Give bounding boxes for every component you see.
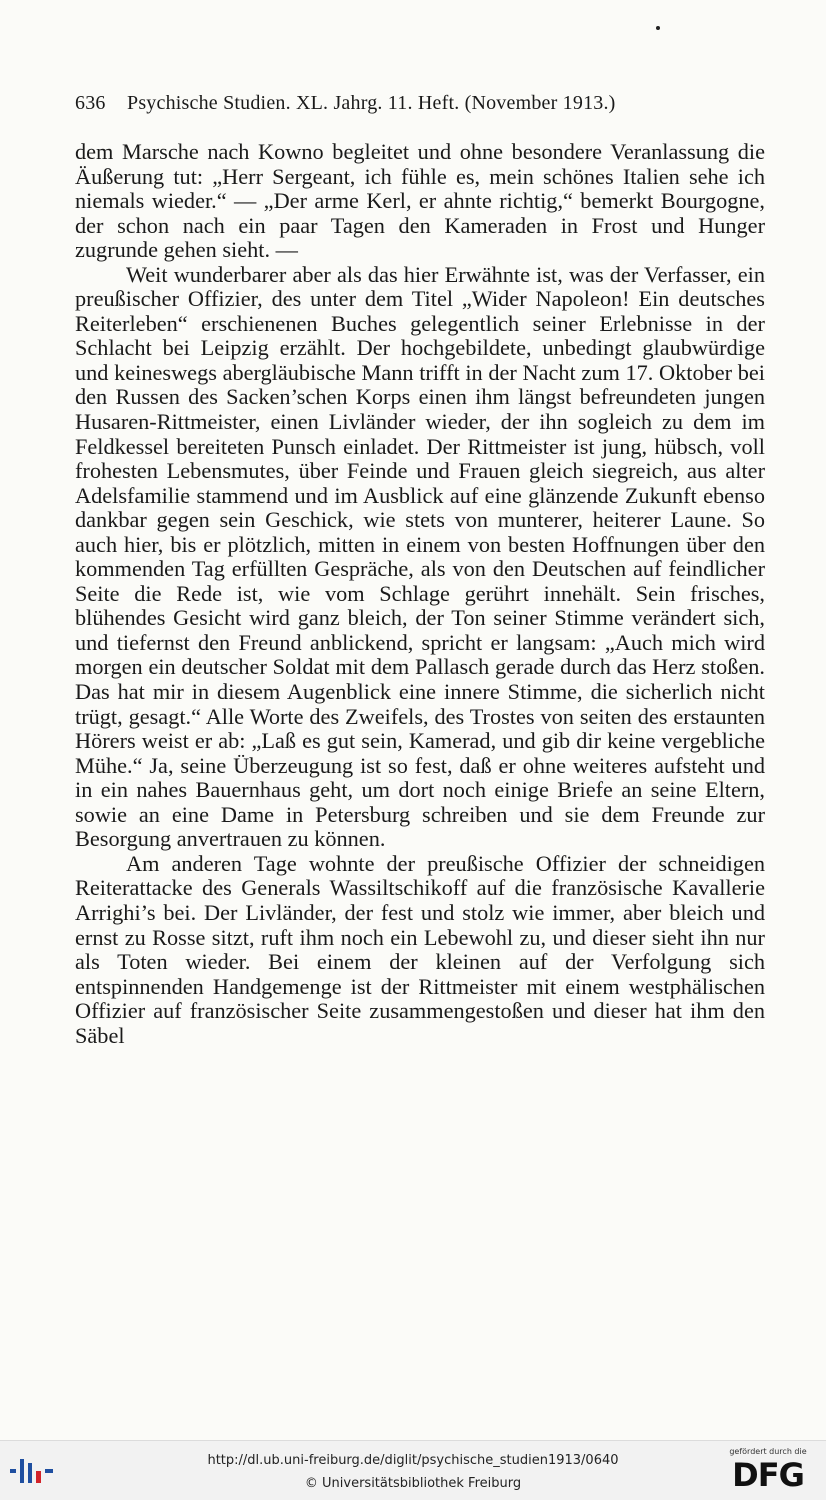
running-title: Psychische Studien. XL. Jahrg. 11. Heft. (November 1913.)	[127, 92, 616, 114]
page-number: 636	[75, 92, 106, 114]
paragraph: Am anderen Tage wohnte der preußische Offizier der schneidigen Reiterattacke des Generals Wassiltschikoff auf die französische Kavallerie Arrighi’s bei. Der Livländer, der fest und stolz wie immer, aber bleich und ernst zu Rosse sitzt, ruft ihm noch ein Lebewohl zu, und dieser sieht ihn nur als Toten wieder. Bei einem der kleinen auf der Verfolgung sich entspinnenden Handgemenge ist der Rittmeister mit einem westphälischen Offizier auf französischer Seite zusammengestoßen und dieser hat ihm den Säbel	[75, 850, 765, 1048]
dfg-tagline: gefördert durch die	[729, 1447, 807, 1456]
scan-speck	[656, 26, 660, 30]
dfg-logo	[718, 1447, 818, 1495]
paragraph-continued: dem Marsche nach Kowno begleitet und ohne besondere Veranlassung die Äußerung tut: „Herr Sergeant, ich fühle es, mein schönes Italien sehe ich niemals wieder.“ — „Der arme Kerl, er ahnte richtig,“ bemerkt Bourgogne, der schon nach ein paar Tagen den Kameraden in Frost und Hunger zugrunde gehen sieht. —	[75, 139, 765, 263]
running-header	[75, 92, 755, 115]
paragraph: Weit wunderbarer aber als das hier Erwähnte ist, was der Verfasser, ein preußischer Offizier, des unter dem Titel „Wider Napoleon! Ein deutsches Reiterleben“ erschienenen Buches gelegentlich seiner Erlebnisse in der Schlacht bei Leipzig erzählt. Der hochgebildete, unbedingt glaubwürdige und keineswegs abergläubische Mann trifft in der Nacht zum 17. Oktober bei den Russen des Sacken’schen Korps einen ihm längst befreundeten jungen Husaren-Rittmeister, einen Livländer wieder, der ihn sogleich zu dem im Feldkessel bereiteten Punsch einladet. Der Rittmeister ist jung, hübsch, voll frohesten Lebensmutes, über Feinde und Frauen gleich siegreich, aus alter Adelsfamilie stammend und im Ausblick auf eine glänzende Zukunft ebenso dankbar gegen sein Geschick, wie stets von munterer, heiterer Laune. So auch hier, bis er plötzlich, mitten in einem von besten Hoffnungen über den kommenden Tag erfüllten Gespräche, als von den Deutschen auf feindlicher Seite die Rede ist, wie vom Schlage gerührt innehält. Sein frisches, blühendes Gesicht wird ganz bleich, der Ton seiner Stimme verändert sich, und tiefernst den Freund anblickend, spricht er langsam: „Auch mich wird morgen ein deutscher Soldat mit dem Pallasch gerade durch das Herz stoßen. Das hat mir in diesem Augenblick eine innere Stimme, die sicherlich nicht trügt, gesagt.“ Alle Worte des Zweifels, des Trostes von seiten des erstaunten Hörers weist er ab: „Laß es gut sein, Kamerad, und gib dir keine vergebliche Mühe.“ Ja, seine Überzeugung ist so fest, daß er ohne weiteres aufsteht und in ein nahes Bauernhaus geht, um dort noch einige Briefe an seine Eltern, sowie an eine Dame in Petersburg schreiben und sie dem Freunde zur Besorgung anvertrauen zu können.	[75, 261, 765, 852]
dfg-logo-text: DFG	[732, 1456, 804, 1494]
viewer-footer	[0, 1440, 826, 1500]
body-text	[75, 140, 765, 1048]
copyright-notice: © Universitätsbibliothek Freiburg	[304, 1476, 522, 1491]
page-url[interactable]: http://dl.ub.uni-freiburg.de/diglit/psychische_studien1913/0640	[207, 1453, 619, 1468]
